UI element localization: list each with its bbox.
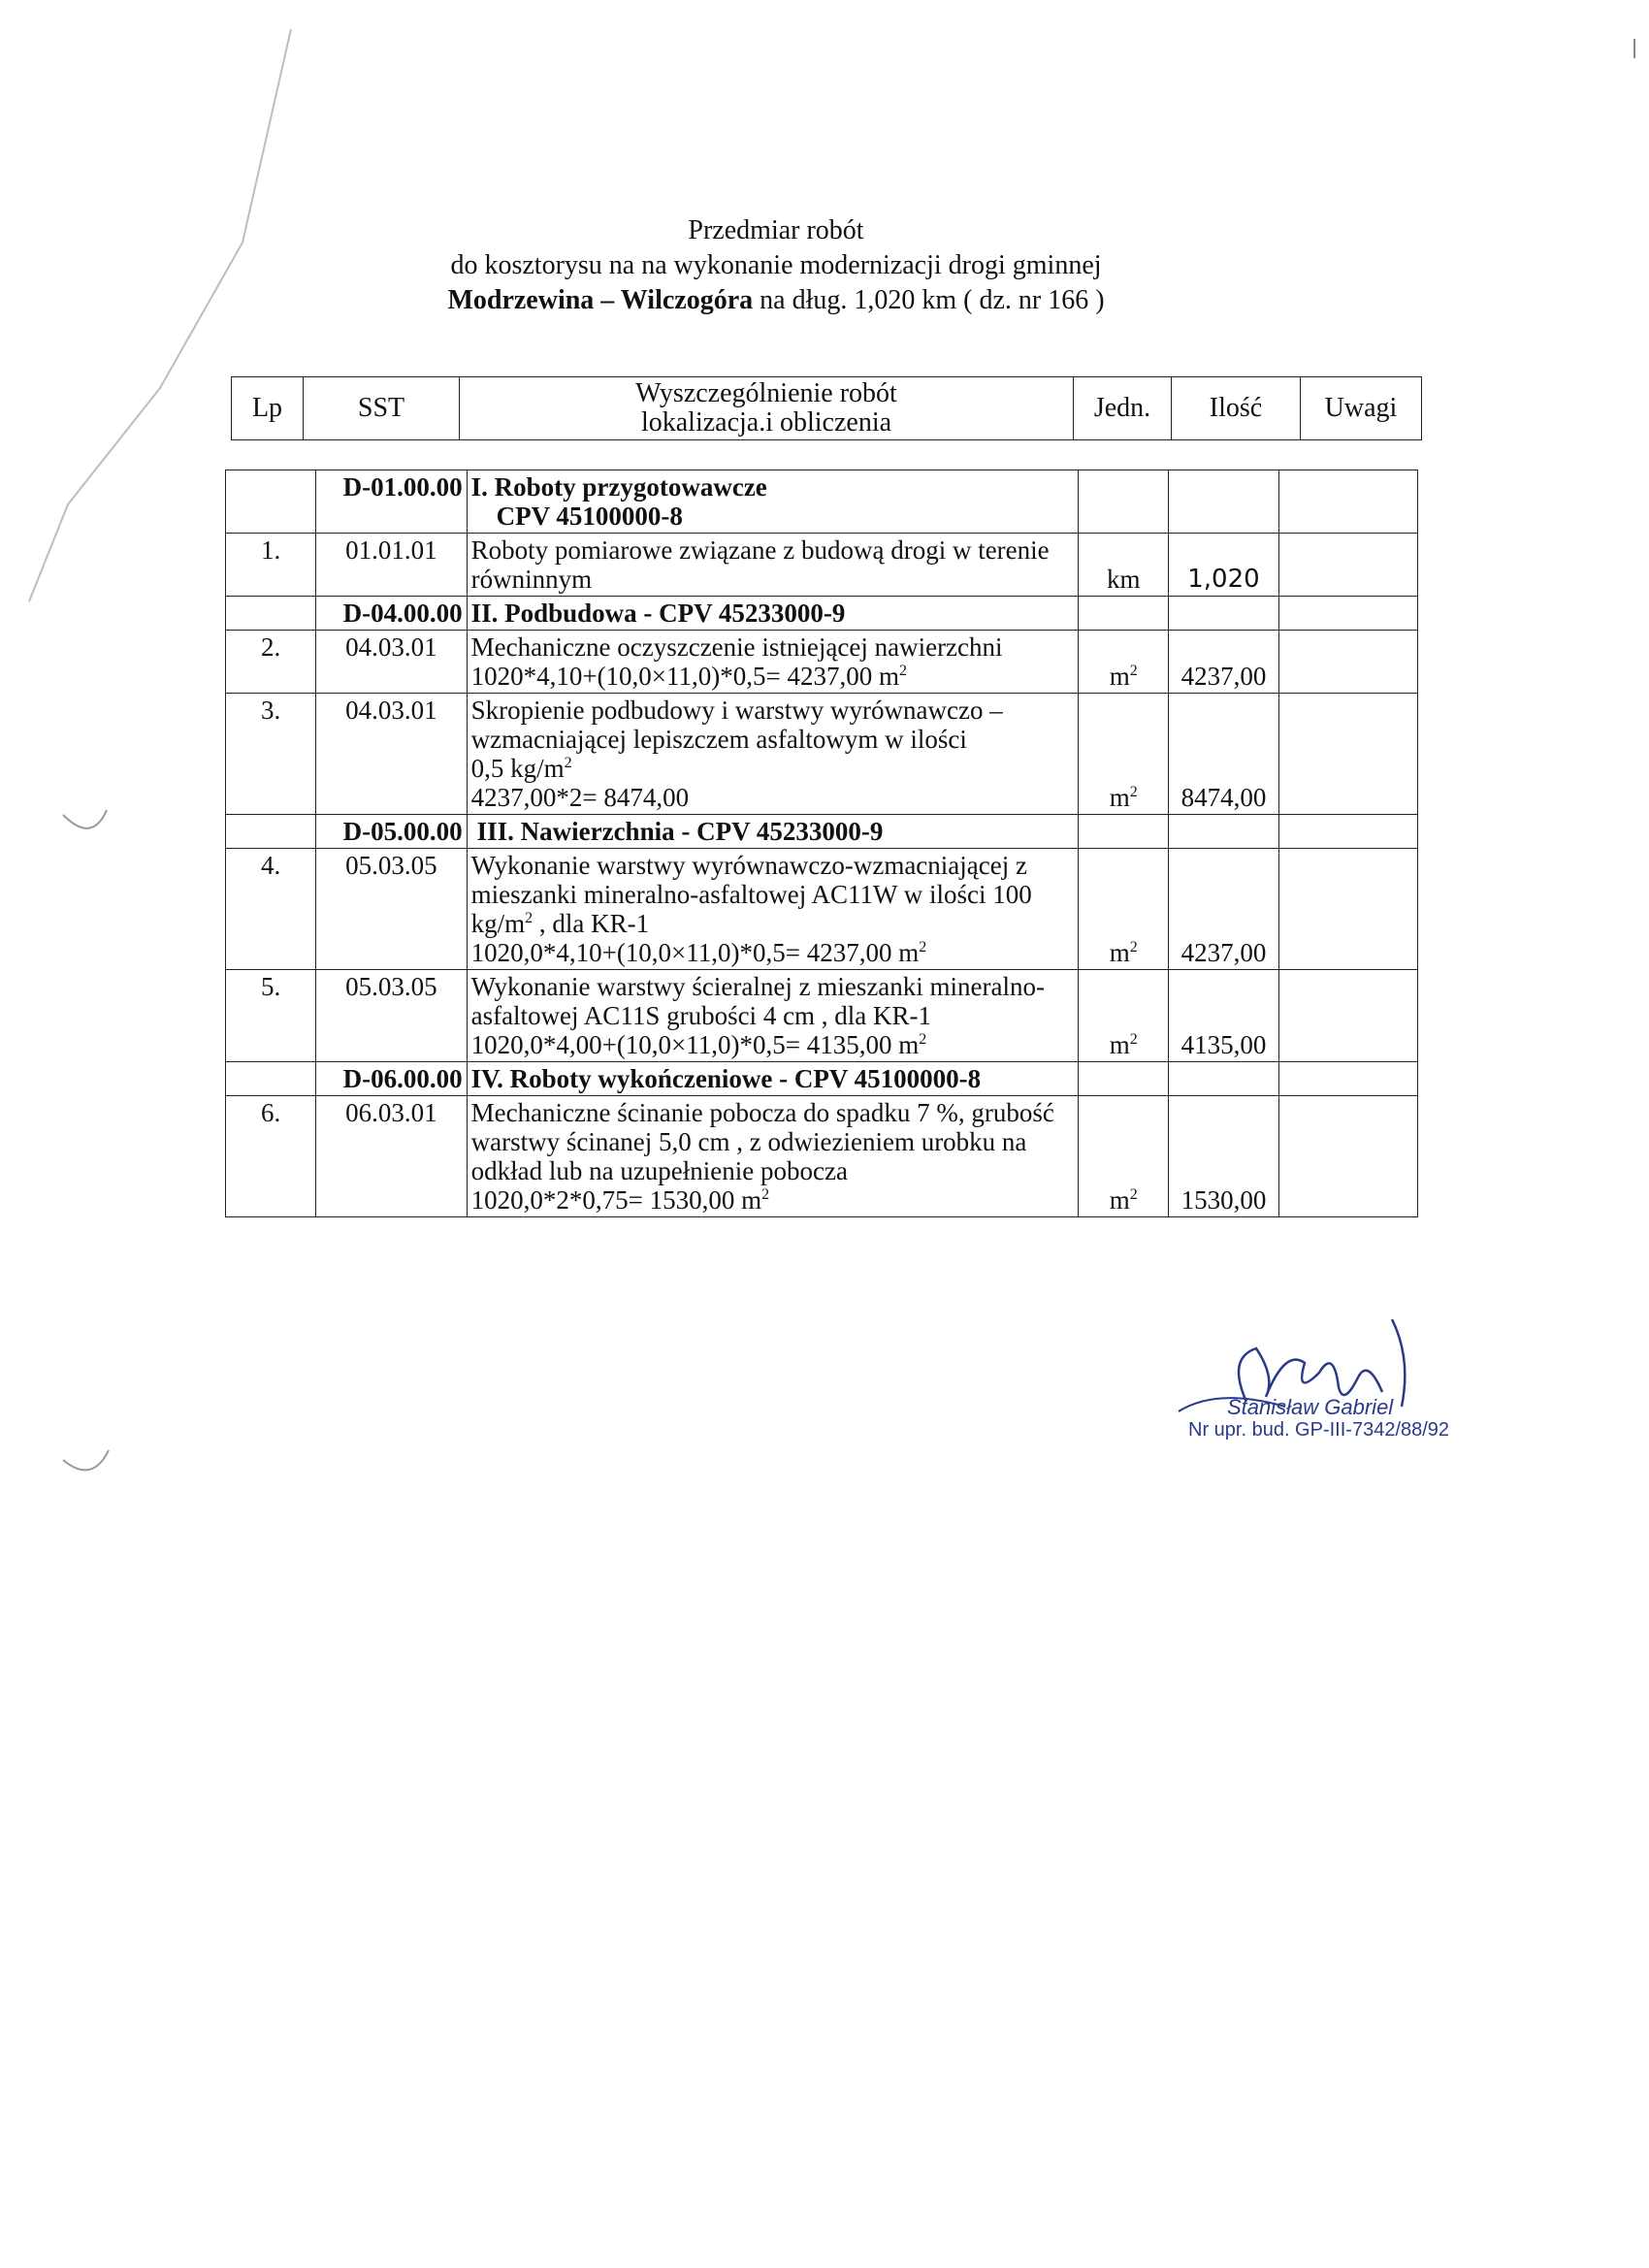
- col-uwagi: Uwagi: [1301, 377, 1422, 440]
- row-lp: 2.: [226, 631, 316, 694]
- row-lp: 4.: [226, 849, 316, 970]
- row-desc: Mechaniczne ścinanie pobocza do spadku 7 %, grubość warstwy ścinanej 5,0 cm , z odwiezieniem urobku na odkład lub na uzupełnienie pobocza 1020,0*2*0,75= 1530,00 $m^2$: [467, 1096, 1079, 1217]
- row-jedn: $m^2$: [1079, 1096, 1169, 1217]
- stamp-license-number: Nr upr. bud. GP-III-7342/88/92: [1188, 1419, 1450, 1441]
- col-desc: [460, 377, 1074, 440]
- row-sst: 04.03.01: [316, 694, 467, 815]
- section-title: II. Podbudowa - CPV 45233000-9: [467, 597, 1079, 631]
- row-jedn: $m^2$: [1079, 631, 1169, 694]
- col-ilosc: Ilość: [1172, 377, 1301, 440]
- section-row: [226, 470, 1418, 534]
- row-sst: 05.03.05: [316, 849, 467, 970]
- section-row: [226, 815, 1418, 849]
- row-ilosc: 4237,00: [1169, 631, 1278, 694]
- col-desc-line2: lokalizacja.i obliczenia: [640, 407, 892, 437]
- title-line-2: do kosztorysu na na wykonanie modernizacji drogi gminnej: [450, 250, 1102, 280]
- row-sst: 01.01.01: [316, 534, 467, 597]
- row-jedn: $m^2$: [1079, 694, 1169, 815]
- row-ilosc: 8474,00: [1169, 694, 1278, 815]
- document-title: [291, 213, 1261, 318]
- row-desc: Roboty pomiarowe związane z budową drogi w terenie równinnym: [467, 534, 1079, 597]
- row-ilosc: 4135,00: [1169, 970, 1278, 1062]
- table-row: [226, 694, 1418, 815]
- row-sst: 04.03.01: [316, 631, 467, 694]
- table-row: [226, 849, 1418, 970]
- works-table: [225, 470, 1418, 1217]
- row-jedn: $m^2$: [1079, 849, 1169, 970]
- row-ilosc: 1530,00: [1169, 1096, 1278, 1217]
- table-row: [226, 1096, 1418, 1217]
- section-title: III. Nawierzchnia - CPV 45233000-9: [467, 815, 1079, 849]
- section-title: I. Roboty przygotowawcze CPV 45100000-8: [467, 470, 1079, 534]
- col-jedn: Jedn.: [1074, 377, 1172, 440]
- row-lp: 5.: [226, 970, 316, 1062]
- row-desc: Mechaniczne oczyszczenie istniejącej nawierzchni 1020*4,10+(10,0×11,0)*0,5= 4237,00 $m^2$: [467, 631, 1079, 694]
- row-ilosc: 4237,00: [1169, 849, 1278, 970]
- road-length: na dług. 1,020 km ( dz. nr 166 ): [753, 285, 1105, 315]
- row-lp: 3.: [226, 694, 316, 815]
- row-jedn: km: [1079, 534, 1169, 597]
- col-desc-line1: Wyszczególnienie robót: [635, 378, 897, 408]
- section-code: D-06.00.00: [316, 1062, 467, 1096]
- row-lp: 6.: [226, 1096, 316, 1217]
- section-code: D-01.00.00: [316, 470, 467, 534]
- table-row: [226, 970, 1418, 1062]
- section-code: D-05.00.00: [316, 815, 467, 849]
- row-ilosc: 1,020: [1169, 534, 1278, 597]
- row-sst: 05.03.05: [316, 970, 467, 1062]
- stamp-name: Stanisław Gabriel: [1227, 1395, 1394, 1419]
- row-desc: Skropienie podbudowy i warstwy wyrównawczo – wzmacniającej lepiszczem asfaltowym w ilości 0,5 $kg/m^2$ 4237,00*2= 8474,00: [467, 694, 1079, 815]
- table-row: [226, 631, 1418, 694]
- table-row: [226, 534, 1418, 597]
- title-line-1: Przedmiar robót: [688, 215, 864, 245]
- title-line-3: [291, 283, 1261, 318]
- section-row: [226, 597, 1418, 631]
- row-jedn: $m^2$: [1079, 970, 1169, 1062]
- row-desc: Wykonanie warstwy ścieralnej z mieszanki mineralno- asfaltowej AC11S grubości 4 cm , dla KR-1 1020,0*4,00+(10,0×11,0)*0,5= 4135,00 $m^2$: [467, 970, 1079, 1062]
- row-desc: Wykonanie warstwy wyrównawczo-wzmacniającej z mieszanki mineralno-asfaltowej AC11W w ilości 100 $kg/m^2$ , dla KR-1 1020,0*4,10+(10,0×11,0)*0,5= 4237,00 $m^2$: [467, 849, 1079, 970]
- column-header-table: [231, 376, 1422, 440]
- col-sst: SST: [304, 377, 460, 440]
- row-sst: 06.03.01: [316, 1096, 467, 1217]
- section-title: IV. Roboty wykończeniowe - CPV 45100000-8: [467, 1062, 1079, 1096]
- col-lp: Lp: [232, 377, 304, 440]
- section-row: [226, 1062, 1418, 1096]
- section-code: D-04.00.00: [316, 597, 467, 631]
- road-name: Modrzewina – Wilczogóra: [447, 285, 754, 315]
- row-lp: 1.: [226, 534, 316, 597]
